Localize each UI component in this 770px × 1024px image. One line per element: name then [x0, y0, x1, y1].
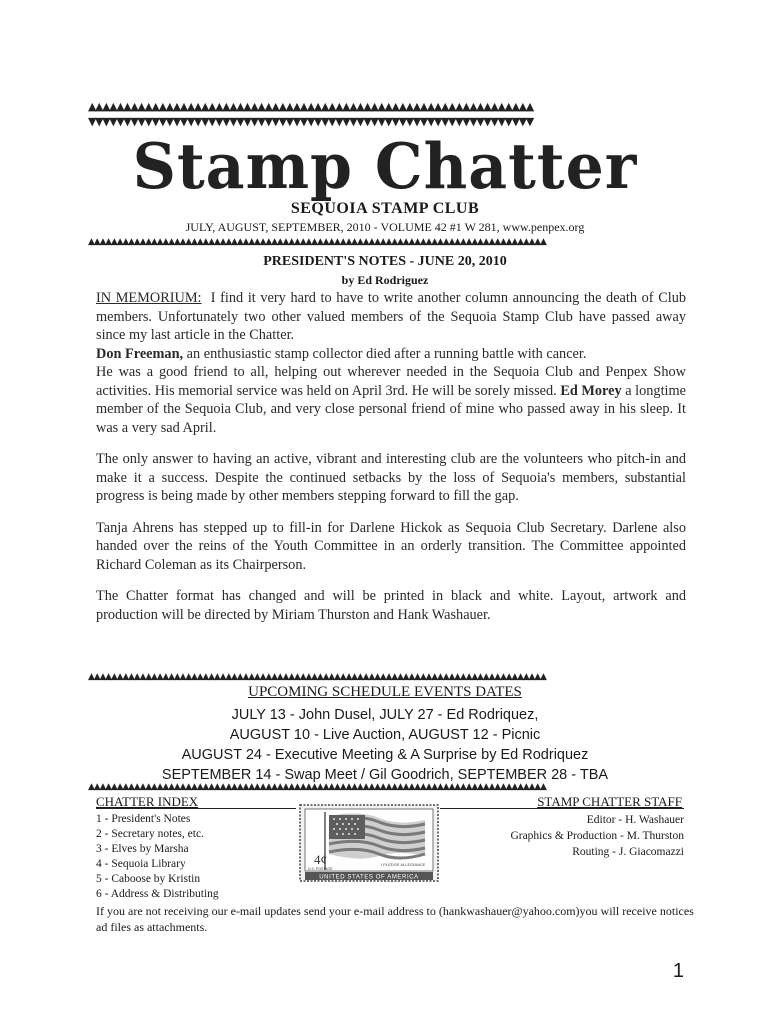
schedule-line: AUGUST 24 - Executive Meeting & A Surprise by Ed Rodriquez	[181, 747, 589, 763]
freeman-name: Don Freeman,	[96, 345, 184, 362]
list-item: 1 - President's Notes	[96, 813, 191, 825]
stamp-banner: UNITED STATES OF AMERICA	[319, 874, 419, 881]
staff-line: Editor - H. Washauer	[586, 814, 684, 826]
chatter-index-heading: CHATTER INDEX	[96, 794, 199, 809]
staff-heading: STAMP CHATTER STAFF	[537, 794, 682, 809]
schedule-line: SEPTEMBER 14 - Swap Meet / Gil Goodrich, SEPTEMBER 28 - TBA	[161, 767, 609, 783]
flag-stamp-image	[299, 804, 439, 882]
stamp-motto: I PLEDGE ALLEGIANCE	[381, 862, 426, 867]
index-rule	[96, 808, 296, 809]
chatter-index-list	[96, 812, 219, 902]
schedule-heading: UPCOMING SCHEDULE EVENTS DATES	[248, 684, 522, 700]
paragraph-memoriam	[96, 289, 686, 345]
freeman-text: an enthusiastic stamp collector died after a running battle with cancer.	[186, 345, 587, 362]
stamp-denomination: 4¢	[314, 852, 327, 867]
staff-line: Routing - J. Giacomazzi	[572, 846, 684, 858]
list-item: 5 - Caboose by Kristin	[96, 873, 201, 885]
presidents-notes-byline: by Ed Rodriguez	[341, 273, 429, 287]
club-name: SEQUOIA STAMP CLUB	[290, 200, 480, 217]
top-border-down: ▼▼▼▼▼▼▼▼▼▼▼▼▼▼▼▼▼▼▼▼▼▼▼▼▼▼▼▼▼▼▼▼▼▼▼▼▼▼▼▼▼▼▼▼▼▼▼▼▼▼▼▼▼▼▼▼▼▼▼▼▼▼▼	[88, 115, 533, 128]
memoriam-text: I find it very hard to have to write another column announcing the death of Club members. Unfortunately two other valued members of the Sequoia Stamp Club have passed away since my last article in the Chatter.	[96, 290, 686, 343]
email-notice: If you are not receiving our e-mail updates send your e-mail address to (hankwashauer@yahoo.com)you will receive notices ad files as attachments.	[96, 904, 694, 934]
list-item: 4 - Sequoia Library	[96, 858, 186, 870]
page-number: 1	[672, 960, 684, 982]
paragraph-format: The Chatter format has changed and will be printed in black and white. Layout, artwork and production will be directed by Miriam Thurston and Hank Washauer.	[96, 588, 686, 623]
masthead-title: Stamp Chatter	[132, 130, 638, 204]
list-item: 2 - Secretary notes, etc.	[96, 828, 204, 840]
schedule-line: JULY 13 - John Dusel, JULY 27 - Ed Rodriquez,	[231, 707, 539, 723]
morey-text-b: a longtime member of the Sequoia Club, and very close personal friend of mine who passed away in his sleep. It was a very sad April.	[96, 382, 686, 436]
morey-text-a: He was a good friend to all, helping out wherever needed in the Sequoia Club and Penpex Show activities. His memorial service was held on April 3rd. He will be sorely missed.	[96, 364, 686, 399]
schedule-line: AUGUST 10 - Live Auction, AUGUST 12 - Picnic	[229, 727, 541, 743]
staff-line: Graphics & Production - M. Thurston	[510, 830, 684, 842]
paragraph-morey	[96, 363, 686, 437]
list-item: 6 - Address & Distributing	[96, 888, 219, 900]
divider-triangles-2: ▲▲▲▲▲▲▲▲▲▲▲▲▲▲▲▲▲▲▲▲▲▲▲▲▲▲▲▲▲▲▲▲▲▲▲▲▲▲▲▲▲▲▲▲▲▲▲▲▲▲▲▲▲▲▲▲▲▲▲▲▲▲▲▲▲▲▲▲▲▲▲▲▲▲▲▲▲▲▲▲	[88, 672, 546, 682]
top-border-up: ▲▲▲▲▲▲▲▲▲▲▲▲▲▲▲▲▲▲▲▲▲▲▲▲▲▲▲▲▲▲▲▲▲▲▲▲▲▲▲▲▲▲▲▲▲▲▲▲▲▲▲▲▲▲▲▲▲▲▲▲▲▲▲	[88, 100, 533, 113]
memoriam-heading: IN MEMORIUM:	[96, 290, 202, 306]
paragraph-secretary: Tanja Ahrens has stepped up to fill-in for Darlene Hickok as Sequoia Club Secretary. Darlene also handed over the reins of the Youth Committee in an orderly transition. The Committee appointed Richard Coleman as its Chairperson.	[96, 519, 686, 573]
presidents-notes-body	[96, 289, 686, 624]
divider-triangles-1: ▲▲▲▲▲▲▲▲▲▲▲▲▲▲▲▲▲▲▲▲▲▲▲▲▲▲▲▲▲▲▲▲▲▲▲▲▲▲▲▲▲▲▲▲▲▲▲▲▲▲▲▲▲▲▲▲▲▲▲▲▲▲▲▲▲▲▲▲▲▲▲▲▲▲▲▲▲▲▲▲	[88, 237, 546, 247]
issue-line: JULY, AUGUST, SEPTEMBER, 2010 - VOLUME 42 #1 W 281, www.penpex.org	[185, 220, 585, 234]
paragraph-freeman	[96, 345, 686, 364]
morey-name: Ed Morey	[560, 382, 622, 399]
staff-list	[510, 812, 684, 860]
presidents-notes-title: PRESIDENT'S NOTES - JUNE 20, 2010	[263, 254, 507, 269]
paragraph-volunteers: The only answer to having an active, vibrant and interesting club are the volunteers who pitch-in and make it a success. Despite the continued setbacks by the loss of Sequoia's members, substantial progress is being made by other members stepping forward to fill the gap.	[96, 451, 686, 504]
divider-triangles-3: ▲▲▲▲▲▲▲▲▲▲▲▲▲▲▲▲▲▲▲▲▲▲▲▲▲▲▲▲▲▲▲▲▲▲▲▲▲▲▲▲▲▲▲▲▲▲▲▲▲▲▲▲▲▲▲▲▲▲▲▲▲▲▲▲▲▲▲▲▲▲▲▲▲▲▲▲▲▲▲▲	[88, 782, 546, 792]
list-item: 3 - Elves by Marsha	[96, 843, 189, 855]
stamp-denomination-sub: U.S. POSTAGE	[308, 867, 333, 871]
